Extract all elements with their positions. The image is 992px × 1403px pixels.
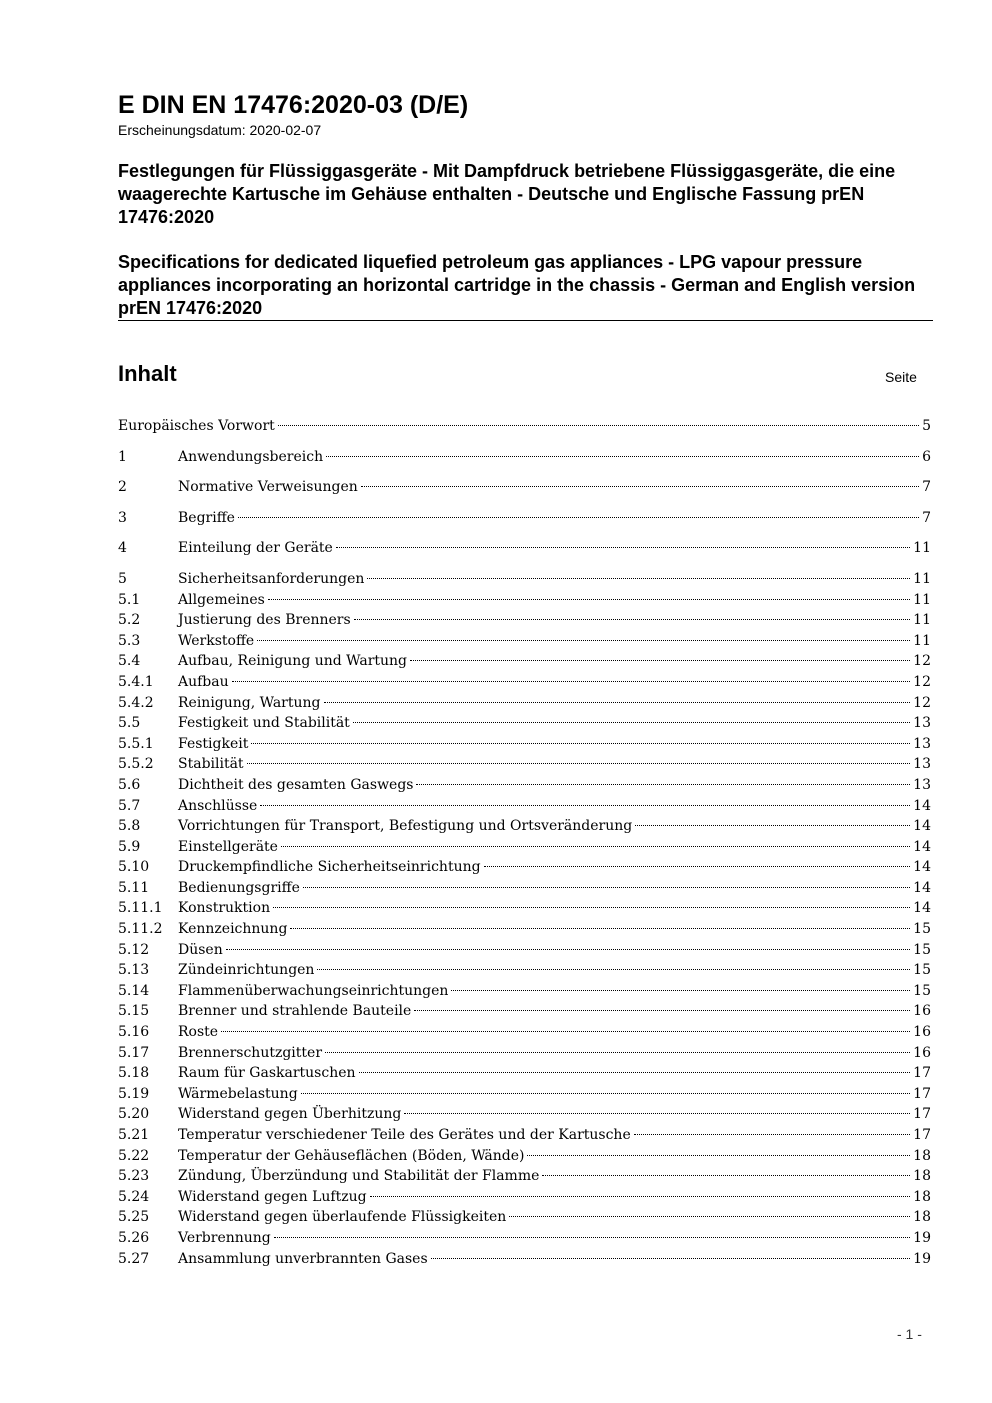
toc-entry-number: 5.13 <box>118 962 150 979</box>
toc-dot-leader <box>509 1216 910 1217</box>
toc-entry[interactable] <box>118 1063 931 1084</box>
toc-entry-number: 5.9 <box>118 838 141 855</box>
toc-dot-leader <box>278 425 919 426</box>
toc-entry-page: 11 <box>913 612 931 629</box>
toc-entry-page: 18 <box>913 1209 931 1226</box>
toc-entry-number: 5.5 <box>118 715 141 732</box>
toc-dot-leader <box>274 1237 910 1238</box>
toc-dot-leader <box>303 887 910 888</box>
toc-entry-number: 5.15 <box>118 1003 150 1020</box>
toc-entry-label: Festigkeit <box>178 735 249 752</box>
toc-entry[interactable] <box>118 960 931 981</box>
toc-dot-leader <box>325 1052 910 1053</box>
title-german: Festlegungen für Flüssiggasgeräte - Mit Dampfdruck betriebene Flüssiggasgeräte, die eine waagerechte Kartusche im Gehäuse enthalten - Deutsche und Englische Fassung prEN 17476:2020 <box>118 161 896 227</box>
table-of-contents <box>118 416 931 1269</box>
toc-entry-number: 5.24 <box>118 1188 150 1205</box>
toc-entry-page: 14 <box>913 859 931 876</box>
toc-entry-label: Werkstoffe <box>178 632 255 649</box>
toc-entry-number: 5.4.1 <box>118 673 154 690</box>
toc-entry-page: 15 <box>913 962 931 979</box>
toc-dot-leader <box>361 486 919 487</box>
toc-entry-number: 5.1 <box>118 591 141 608</box>
toc-entry[interactable] <box>118 672 931 693</box>
toc-entry-page: 19 <box>913 1250 931 1267</box>
toc-entry-label: Allgemeines <box>178 591 265 608</box>
toc-entry-number: 1 <box>118 448 127 465</box>
toc-entry-page: 17 <box>913 1106 931 1123</box>
toc-entry[interactable] <box>118 734 931 755</box>
toc-entry-page: 12 <box>913 653 931 670</box>
toc-dot-leader <box>416 784 910 785</box>
toc-entry-number: 5.2 <box>118 612 141 629</box>
toc-entry-number: 5.11.2 <box>118 921 163 938</box>
toc-entry-label: Brennerschutzgitter <box>178 1044 323 1061</box>
footer-page-number: - 1 - <box>897 1326 922 1342</box>
toc-heading: Inhalt <box>118 361 177 386</box>
toc-entry-label: Widerstand gegen Überhitzung <box>178 1106 402 1123</box>
toc-entry[interactable] <box>118 754 931 775</box>
toc-entry-page: 14 <box>913 900 931 917</box>
toc-entry-label: Druckempfindliche Sicherheitseinrichtung <box>178 859 481 876</box>
toc-entry[interactable] <box>118 919 931 940</box>
toc-entry-label: Temperatur verschiedener Teile des Gerätes und der Kartusche <box>178 1127 631 1143</box>
toc-entry-label: Europäisches Vorwort <box>118 418 275 434</box>
toc-entry[interactable] <box>118 1084 931 1105</box>
toc-entry-page: 14 <box>913 879 931 896</box>
toc-entry-label: Einteilung der Geräte <box>178 540 333 557</box>
toc-entry-number: 5.10 <box>118 859 150 876</box>
toc-entry-number: 5.16 <box>118 1024 150 1041</box>
toc-entry-page: 15 <box>913 921 931 938</box>
toc-entry-number: 5 <box>118 570 127 587</box>
toc-entry-page: 14 <box>913 818 931 835</box>
toc-entry-page: 18 <box>913 1188 931 1205</box>
toc-dot-leader <box>260 805 910 806</box>
toc-entry[interactable] <box>118 898 931 919</box>
toc-entry-number: 5.14 <box>118 982 150 999</box>
toc-entry-label: Aufbau <box>178 673 229 690</box>
toc-entry-page: 18 <box>913 1147 931 1164</box>
toc-entry[interactable] <box>118 1104 931 1125</box>
toc-entry-number: 5.23 <box>118 1168 150 1185</box>
toc-entry[interactable] <box>118 1146 931 1167</box>
toc-entry-label: Brenner und strahlende Bauteile <box>178 1003 412 1020</box>
toc-dot-leader <box>226 949 910 950</box>
toc-dot-leader <box>414 1010 910 1011</box>
toc-entry-number: 5.25 <box>118 1209 150 1226</box>
toc-entry[interactable] <box>118 878 931 899</box>
toc-dot-leader <box>370 1196 911 1197</box>
toc-entry-number: 5.11 <box>118 879 150 896</box>
toc-entry[interactable] <box>118 796 931 817</box>
toc-entry-page: 11 <box>913 570 931 587</box>
toc-entry-label: Kennzeichnung <box>178 921 288 938</box>
publication-date: Erscheinungsdatum: 2020-02-07 <box>118 122 322 138</box>
toc-entry-label: Justierung des Brenners <box>178 612 351 629</box>
toc-entry-page: 7 <box>922 479 931 496</box>
toc-entry-label: Anwendungsbereich <box>178 448 324 465</box>
toc-entry-label: Widerstand gegen Luftzug <box>178 1188 367 1205</box>
toc-entry-number: 5.11.1 <box>118 900 163 917</box>
toc-entry[interactable] <box>118 416 931 437</box>
toc-entry[interactable] <box>118 1207 931 1228</box>
toc-entry-page: 14 <box>913 838 931 855</box>
toc-entry-number: 5.3 <box>118 632 141 649</box>
toc-entry-label: Aufbau, Reinigung und Wartung <box>178 653 408 670</box>
toc-entry[interactable] <box>118 538 931 559</box>
toc-entry-number: 5.4.2 <box>118 694 154 711</box>
toc-entry-page: 12 <box>913 673 931 690</box>
toc-entry-page: 11 <box>913 540 931 557</box>
toc-dot-leader <box>451 990 910 991</box>
toc-entry-page: 15 <box>913 982 931 999</box>
toc-entry-page: 11 <box>913 591 931 608</box>
toc-entry-label: Reinigung, Wartung <box>178 694 321 711</box>
toc-entry-page: 16 <box>913 1044 931 1061</box>
toc-entry-label: Konstruktion <box>178 900 271 917</box>
toc-entry[interactable] <box>118 508 931 529</box>
toc-entry-number: 3 <box>118 509 127 526</box>
toc-dot-leader <box>301 1093 911 1094</box>
toc-entry-number: 4 <box>118 540 127 557</box>
toc-entry[interactable] <box>118 775 931 796</box>
toc-entry-label: Widerstand gegen überlaufende Flüssigkeiten <box>178 1209 507 1226</box>
toc-entry[interactable] <box>118 1187 931 1208</box>
toc-entry-label: Düsen <box>178 941 223 958</box>
toc-dot-leader <box>247 763 911 764</box>
toc-entry[interactable] <box>118 477 931 498</box>
toc-entry-page: 6 <box>922 448 931 465</box>
toc-dot-leader <box>404 1113 910 1114</box>
toc-entry[interactable] <box>118 1249 931 1270</box>
toc-entry[interactable] <box>118 981 931 1002</box>
toc-entry-page: 13 <box>913 776 931 793</box>
toc-entry-number: 5.20 <box>118 1106 150 1123</box>
toc-dot-leader <box>431 1258 911 1259</box>
toc-dot-leader <box>527 1155 910 1156</box>
toc-dot-leader <box>542 1175 910 1176</box>
title-english: Specifications for dedicated liquefied petroleum gas appliances - LPG vapour pressure appliances incorporating an horizontal cartridge in the chassis - German and English version prEN 17476:2020 <box>118 252 916 318</box>
toc-entry[interactable] <box>118 713 931 734</box>
toc-dot-leader <box>484 866 911 867</box>
toc-entry[interactable] <box>118 857 931 878</box>
toc-entry-page: 17 <box>913 1085 931 1102</box>
title-divider <box>118 320 933 321</box>
toc-entry-label: Einstellgeräte <box>178 838 278 855</box>
toc-entry-label: Zündeinrichtungen <box>178 962 315 979</box>
toc-entry-label: Dichtheit des gesamten Gaswegs <box>178 776 414 793</box>
toc-entry[interactable] <box>118 651 931 672</box>
toc-entry-number: 5.6 <box>118 776 141 793</box>
toc-entry-label: Temperatur der Gehäuseflächen (Böden, Wände) <box>178 1147 525 1164</box>
toc-dot-leader <box>367 578 910 579</box>
toc-dot-leader <box>273 907 910 908</box>
toc-entry[interactable] <box>118 569 931 590</box>
toc-entry-page: 16 <box>913 1024 931 1041</box>
toc-dot-leader <box>326 456 919 457</box>
toc-entry-label: Flammenüberwachungseinrichtungen <box>178 982 449 999</box>
toc-entry[interactable] <box>118 940 931 961</box>
toc-entry-page: 5 <box>922 418 931 434</box>
toc-dot-leader <box>635 825 910 826</box>
toc-entry-label: Verbrennung <box>178 1229 271 1246</box>
toc-dot-leader <box>359 1072 911 1073</box>
toc-entry-label: Festigkeit und Stabilität <box>178 715 350 732</box>
toc-entry-label: Vorrichtungen für Transport, Befestigung und Ortsveränderung <box>178 818 633 835</box>
toc-entry-label: Bedienungsgriffe <box>178 879 300 896</box>
toc-entry-label: Begriffe <box>178 509 235 526</box>
toc-dot-leader <box>221 1031 910 1032</box>
toc-entry-label: Roste <box>178 1024 219 1041</box>
toc-entry-number: 2 <box>118 479 127 496</box>
toc-entry[interactable] <box>118 1022 931 1043</box>
toc-entry-number: 5.18 <box>118 1065 150 1082</box>
toc-dot-leader <box>251 743 910 744</box>
toc-entry[interactable] <box>118 1166 931 1187</box>
toc-entry-label: Stabilität <box>178 756 244 773</box>
toc-entry-label: Ansammlung unverbrannten Gases <box>178 1250 428 1267</box>
toc-dot-leader <box>353 722 910 723</box>
toc-page-column-label: Seite <box>885 369 917 385</box>
toc-dot-leader <box>336 547 910 548</box>
toc-entry[interactable] <box>118 1228 931 1249</box>
toc-entry[interactable] <box>118 1043 931 1064</box>
toc-entry-label: Zündung, Überzündung und Stabilität der Flamme <box>178 1168 540 1185</box>
toc-entry[interactable] <box>118 447 931 468</box>
toc-dot-leader <box>410 660 910 661</box>
toc-entry-page: 13 <box>913 735 931 752</box>
toc-entry-number: 5.19 <box>118 1085 150 1102</box>
toc-entry-page: 15 <box>913 941 931 958</box>
toc-entry[interactable] <box>118 631 931 652</box>
toc-entry-label: Wärmebelastung <box>178 1085 298 1102</box>
toc-entry-page: 7 <box>922 509 931 526</box>
toc-entry-label: Normative Verweisungen <box>178 479 358 496</box>
toc-entry-page: 18 <box>913 1168 931 1185</box>
toc-entry-label: Sicherheitsanforderungen <box>178 570 365 587</box>
toc-entry-number: 5.21 <box>118 1127 150 1143</box>
toc-entry-number: 5.17 <box>118 1044 150 1061</box>
toc-dot-leader <box>238 517 919 518</box>
toc-entry-page: 19 <box>913 1229 931 1246</box>
toc-entry[interactable] <box>118 816 931 837</box>
toc-entry[interactable] <box>118 610 931 631</box>
toc-dot-leader <box>354 619 910 620</box>
toc-entry[interactable] <box>118 837 931 858</box>
toc-entry-label: Anschlüsse <box>178 797 258 814</box>
toc-entry-number: 5.22 <box>118 1147 150 1164</box>
standard-id: E DIN EN 17476:2020-03 (D/E) <box>118 91 469 119</box>
toc-dot-leader <box>268 599 910 600</box>
toc-entry-page: 11 <box>913 632 931 649</box>
toc-entry-number: 5.5.2 <box>118 756 154 773</box>
toc-entry-number: 5.26 <box>118 1229 150 1246</box>
toc-entry-number: 5.8 <box>118 818 141 835</box>
toc-entry-page: 16 <box>913 1003 931 1020</box>
toc-entry-number: 5.4 <box>118 653 141 670</box>
toc-dot-leader <box>257 640 910 641</box>
toc-entry[interactable] <box>118 1001 931 1022</box>
toc-dot-leader <box>290 928 910 929</box>
toc-entry-number: 5.12 <box>118 941 150 958</box>
toc-dot-leader <box>324 702 911 703</box>
toc-entry-page: 12 <box>913 694 931 711</box>
toc-entry-label: Raum für Gaskartuschen <box>178 1065 356 1082</box>
toc-entry-page: 17 <box>913 1065 931 1082</box>
toc-dot-leader <box>634 1134 910 1135</box>
toc-dot-leader <box>317 969 910 970</box>
toc-entry-page: 17 <box>913 1127 931 1143</box>
toc-entry-number: 5.27 <box>118 1250 150 1267</box>
toc-entry-number: 5.7 <box>118 797 141 814</box>
toc-entry-number: 5.5.1 <box>118 735 154 752</box>
toc-entry-page: 13 <box>913 715 931 732</box>
toc-entry-page: 14 <box>913 797 931 814</box>
toc-entry[interactable] <box>118 693 931 714</box>
toc-dot-leader <box>281 846 910 847</box>
toc-entry[interactable] <box>118 590 931 611</box>
toc-entry-page: 13 <box>913 756 931 773</box>
toc-dot-leader <box>232 681 911 682</box>
toc-entry[interactable] <box>118 1125 931 1146</box>
